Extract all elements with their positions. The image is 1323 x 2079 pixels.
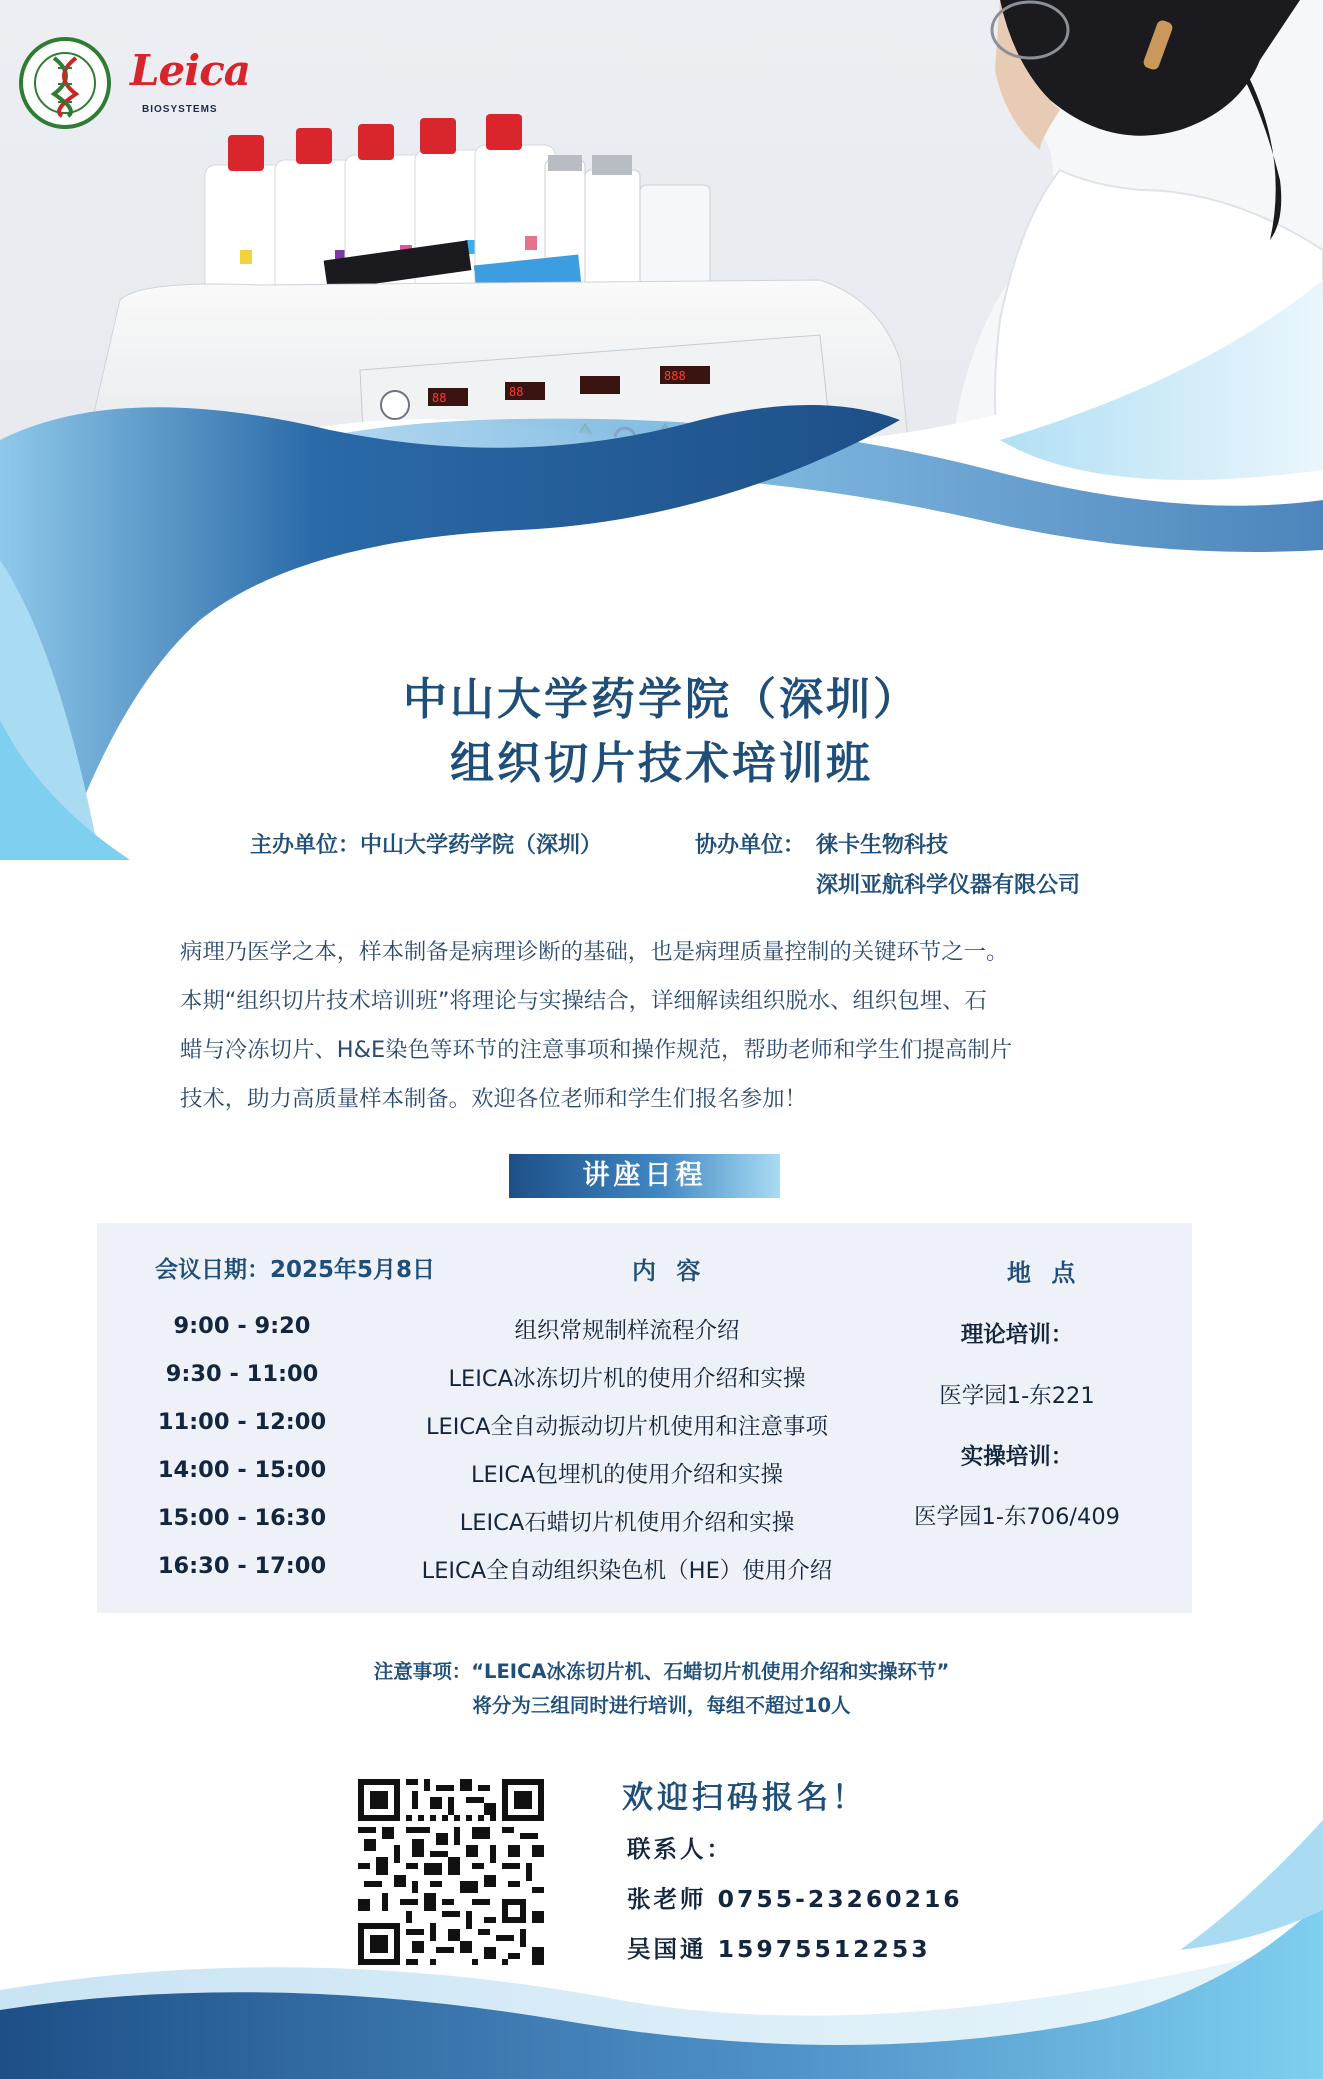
schedule-row (97, 1409, 877, 1449)
notice-line-1: 注意事项：“LEICA冰冻切片机、石蜡切片机使用介绍和实操环节” (373, 1660, 950, 1683)
title-line-2: 组织切片技术培训班 (450, 738, 873, 789)
leica-wordmark: Leica (130, 46, 250, 95)
schedule-time: 14:00 - 15:00 (157, 1457, 327, 1483)
schedule-topic: LEICA包埋机的使用介绍和实操 (471, 1462, 783, 1488)
co-organizer-1: 徕卡生物科技 (816, 833, 949, 858)
schedule-row (97, 1457, 877, 1497)
schedule-time: 9:30 - 11:00 (165, 1361, 319, 1387)
schedule-row (97, 1505, 877, 1545)
schedule-topic: LEICA冰冻切片机的使用介绍和实操 (448, 1366, 806, 1392)
venue-column-header: 地 点 (1007, 1259, 1082, 1287)
leica-subtitle: BIOSYSTEMS (142, 104, 218, 115)
intro-line: 病理乃医学之本，样本制备是病理诊断的基础，也是病理质量控制的关键环节之一。 (180, 939, 1009, 965)
intro-paragraph (180, 928, 1140, 1124)
intro-line: 本期“组织切片技术培训班”将理论与实操结合，详细解读组织脱水、组织包埋、石 (180, 988, 987, 1014)
contact-1: 张老师 0755-23260216 (627, 1885, 963, 1913)
theory-training-place: 医学园1-东221 (939, 1383, 1095, 1409)
theory-training-label: 理论培训： (960, 1322, 1074, 1348)
schedule-time: 11:00 - 12:00 (157, 1409, 327, 1435)
meeting-date: 会议日期：2025年5月8日 (155, 1257, 436, 1283)
leica-biosystems-logo (130, 46, 250, 120)
schedule-topic: LEICA石蜡切片机使用介绍和实操 (459, 1510, 795, 1536)
schedule-time: 16:30 - 17:00 (157, 1553, 327, 1579)
schedule-topic: 组织常规制样流程介绍 (514, 1318, 740, 1344)
contact-label: 联系人： (627, 1835, 733, 1863)
svg-text:88: 88 (432, 391, 447, 405)
co-organizer-label: 协办单位： (695, 833, 806, 858)
schedule-panel (97, 1223, 1192, 1613)
notice (0, 1655, 1323, 1723)
schedule-section-header (509, 1154, 780, 1198)
contact-2: 吴国通 15975512253 (627, 1935, 931, 1963)
registration-heading: 欢迎扫码报名！ (622, 1780, 867, 1816)
intro-line: 蜡与冷冻切片、H&E染色等环节的注意事项和操作规范，帮助老师和学生们提高制片 (180, 1037, 1013, 1063)
qr-code-icon (358, 1779, 544, 1965)
schedule-row (97, 1361, 877, 1401)
practice-training-label: 实操培训： (960, 1444, 1074, 1470)
content-column-header: 内 容 (632, 1257, 707, 1285)
schedule-section-title: 讲座日程 (582, 1160, 707, 1191)
co-organizer-2: 深圳亚航科学仪器有限公司 (816, 873, 1081, 898)
page-title (0, 668, 1323, 796)
intro-line: 技术，助力高质量样本制备。欢迎各位老师和学生们报名参加！ (180, 1086, 807, 1112)
schedule-time: 15:00 - 16:30 (157, 1505, 327, 1531)
host-organizer: 主办单位：中山大学药学院（深圳） (250, 833, 603, 858)
schedule-topic: LEICA全自动振动切片机使用和注意事项 (426, 1414, 828, 1440)
svg-text:888: 888 (664, 369, 686, 383)
schedule-time: 9:00 - 9:20 (173, 1313, 311, 1339)
practice-training-place: 医学园1-东706/409 (914, 1504, 1120, 1530)
registration-qr-code[interactable] (358, 1779, 544, 1965)
notice-line-2: 将分为三组同时进行培训，每组不超过10人 (472, 1694, 851, 1717)
schedule-topic: LEICA全自动组织染色机（HE）使用介绍 (421, 1558, 833, 1584)
svg-text:88: 88 (509, 385, 524, 399)
schedule-row (97, 1313, 877, 1353)
organizers (0, 822, 1323, 902)
title-line-1: 中山大学药学院（深圳） (403, 674, 920, 725)
sysu-logo (18, 36, 112, 130)
schedule-row (97, 1553, 877, 1593)
